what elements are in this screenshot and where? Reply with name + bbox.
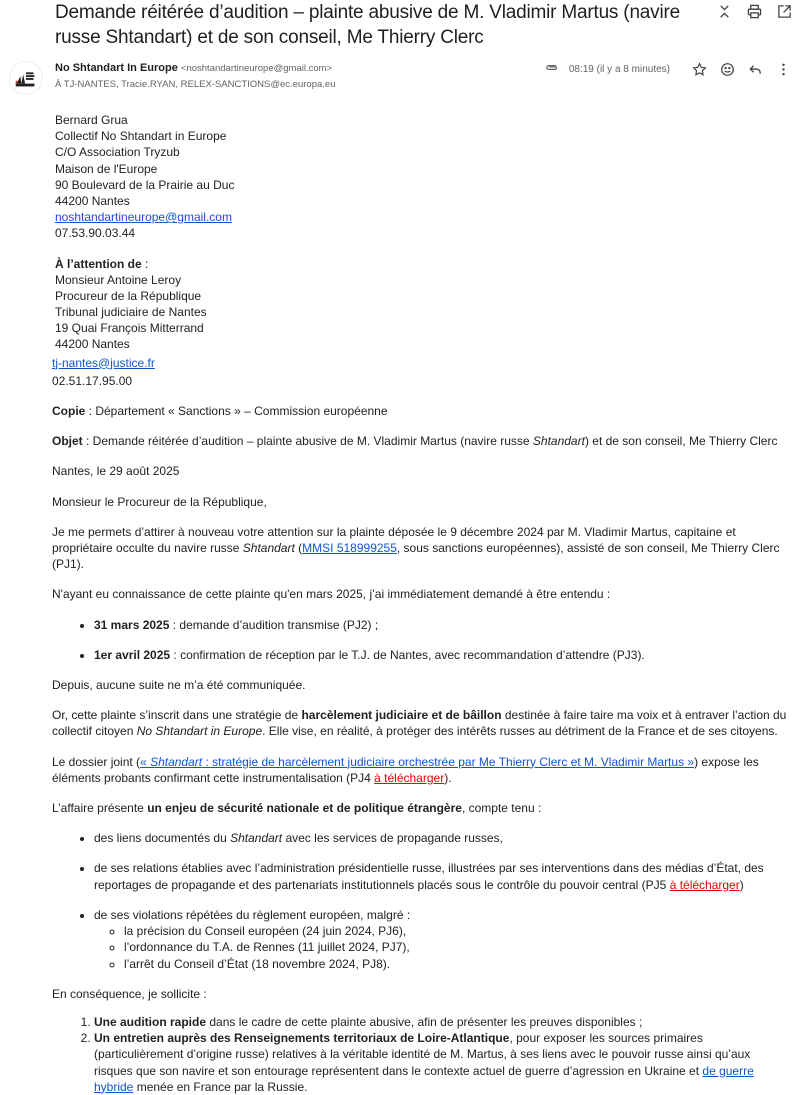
objet-text-end: ) et de son conseil, Me Thierry Clerc	[584, 434, 778, 449]
sender-logo-icon	[11, 63, 41, 93]
sub-reason-item: ◦ l’ordonnance du T.A. de Rennes (11 juillet 2024, PJ7),	[124, 939, 792, 955]
text: (	[294, 541, 303, 556]
reason-item	[94, 830, 792, 846]
timeline-date: 1er avril 2025	[94, 647, 171, 662]
sender-email-link[interactable]: noshtandartineurope@gmail.com	[55, 210, 232, 225]
paragraph-3: Depuis, aucune suite ne m’a été communiquée.	[52, 678, 306, 693]
text: . Elle vise, en réalité, à protéger des intérêts russes au détriment de la France et de ses citoyens.	[262, 724, 778, 739]
dossier-link[interactable]	[140, 755, 694, 769]
email-body	[52, 112, 792, 1095]
bold-text: Un entretien auprès des Renseignements territoriaux de Loire-Atlantique	[94, 1031, 510, 1046]
italic-text: No Shtandart in Europe	[136, 724, 263, 739]
text: de ses violations répétées du règlement européen, malgré :	[94, 907, 411, 922]
link-text: : stratégie de harcèlement judiciaire orchestrée par Me Thierry Clerc et M. Vladimir Martus »	[202, 754, 695, 769]
court-phone: 02.51.17.95.00	[52, 373, 133, 388]
paragraph-7: En conséquence, je sollicite :	[52, 986, 207, 1001]
bold-text: Une audition rapide	[94, 1014, 207, 1029]
sender-avatar[interactable]	[9, 61, 43, 95]
requests-list	[52, 1014, 792, 1095]
text: Je me permets d’attirer à nouveau votre attention sur la plainte déposée le 9 décembre 2024 par M. Vladimir Martus, capitaine et propriétaire occulte du navire russe	[52, 524, 736, 556]
text: , pour exposer les sources primaires (particulièrement d’origine russe) relatives à la véritable identité de M. Martus, à ses liens avec le pouvoir russe ainsi qu’aux risques que son navire et son entourage représentent dans le contexte actuel de guerre d’agression en Ukraine et	[94, 1031, 751, 1078]
header-actions	[716, 2, 792, 20]
more-icon[interactable]	[774, 60, 792, 78]
address-line: Maison de l'Europe	[55, 161, 158, 176]
sender-line	[55, 62, 332, 74]
print-icon[interactable]	[746, 2, 762, 20]
expand-collapse-icon[interactable]	[716, 2, 732, 20]
attention-line: Tribunal judiciaire de Nantes	[55, 305, 207, 320]
text: de ses relations établies avec l’administration présidentielle russe, illustrées par ses interventions dans des médias d’État, des reportages de propagande et des partenariats institutionnels placés sous le contrôle du pouvoir central (PJ5	[94, 861, 764, 892]
download-link-pj5[interactable]: à télécharger	[669, 877, 740, 892]
paragraph-5	[52, 754, 792, 786]
objet-text: : Demande réitérée d’audition – plainte abusive de M. Vladimir Martus (navire russe	[82, 434, 533, 449]
sender-address-block	[55, 112, 792, 242]
link-text: «	[140, 754, 151, 769]
italic-text: Shtandart	[230, 831, 283, 846]
message-time: 08:19 (il y a 8 minutes)	[568, 63, 670, 75]
address-line: Bernard Grua	[55, 113, 128, 127]
court-email-link[interactable]: tj-nantes@justice.fr	[52, 355, 155, 370]
attention-label: À l’attention de	[55, 256, 142, 271]
italic-text: Shtandart	[242, 541, 295, 556]
emoji-icon[interactable]	[718, 60, 736, 78]
address-line: Collectif No Shtandart in Europe	[55, 129, 227, 144]
text: Or, cette plainte s’inscrit dans une stratégie de	[52, 708, 302, 723]
request-item	[94, 1014, 792, 1030]
paragraph-2: N'ayant eu connaissance de cette plainte qu'en mars 2025, j’ai immédiatement demandé à être entendu :	[52, 587, 611, 602]
sender-phone: 07.53.90.03.44	[55, 226, 136, 241]
attention-line: Monsieur Antoine Leroy	[55, 272, 182, 287]
link-italic: Shtandart	[150, 754, 203, 769]
star-icon[interactable]	[690, 60, 708, 78]
message-meta	[544, 60, 792, 78]
attention-block	[55, 256, 792, 353]
objet-line	[52, 433, 792, 449]
sender-email: <noshtandartineurope@gmail.com>	[180, 63, 333, 74]
text: ) expose les éléments probants confirmant cette instrumentalisation (PJ4	[52, 754, 759, 785]
text: dans le cadre de cette plainte abusive, afin de présenter les preuves disponibles ;	[206, 1014, 643, 1029]
paragraph-4	[52, 707, 792, 739]
paragraph-1	[52, 524, 792, 573]
text: menée en France par la Russie.	[133, 1079, 308, 1094]
recipients-line[interactable]: À TJ-NANTES, Tracie.RYAN, RELEX-SANCTIONS@ec.europa.eu	[55, 79, 336, 90]
reasons-list	[52, 830, 792, 971]
text: , sous sanctions européennes), assisté de son conseil, Me Thierry Clerc (PJ1).	[52, 541, 780, 572]
attention-sep: :	[141, 256, 149, 271]
attention-line: 19 Quai François Mitterrand	[55, 321, 204, 336]
text: , compte tenu :	[461, 801, 542, 816]
copie-text: : Département « Sanctions » – Commission européenne	[85, 404, 388, 419]
open-in-new-window-icon[interactable]	[776, 2, 792, 20]
sender-name[interactable]: No Shtandart In Europe	[55, 62, 178, 74]
objet-italic: Shtandart	[532, 434, 585, 449]
salutation: Monsieur le Procureur de la République,	[52, 494, 267, 509]
attention-line: 44200 Nantes	[55, 337, 130, 352]
mmsi-link[interactable]: MMSI 518999255	[302, 541, 397, 556]
hybrid-war-link[interactable]: de guerre hybride	[94, 1063, 754, 1094]
request-item	[94, 1030, 792, 1095]
address-line: 44200 Nantes	[55, 193, 130, 208]
attention-line: Procureur de la République	[55, 288, 202, 303]
text: des liens documentés du	[94, 831, 231, 846]
text: ).	[444, 770, 452, 785]
reply-icon[interactable]	[746, 60, 764, 78]
objet-label: Objet	[52, 434, 83, 449]
timeline-date: 31 mars 2025	[94, 617, 170, 632]
text: destinée à faire taire ma voix et à entraver l’action du collectif citoyen	[52, 708, 787, 739]
download-link-pj4[interactable]: à télécharger	[374, 770, 445, 785]
paragraph-6	[52, 800, 792, 816]
text: avec les services de propagande russes,	[282, 831, 503, 846]
attachment-icon	[544, 60, 559, 78]
timeline-list	[52, 617, 792, 663]
bold-text: harcèlement judiciaire et de bâillon	[301, 708, 502, 723]
date-line: Nantes, le 29 août 2025	[52, 464, 180, 479]
address-line: 90 Boulevard de la Prairie au Duc	[55, 177, 235, 192]
bold-text: un enjeu de sécurité nationale et de politique étrangère	[147, 801, 462, 816]
text: )	[739, 877, 744, 892]
email-subject: Demande réitérée d’audition – plainte abusive de M. Vladimir Martus (navire russe Shtandart) et de son conseil, Me Thierry Clerc	[55, 2, 680, 48]
text: Le dossier joint (	[52, 754, 141, 769]
reason-item	[94, 860, 792, 892]
timeline-text: : demande d’audition transmise (PJ2) ;	[169, 617, 379, 632]
sub-reasons-list	[94, 923, 792, 972]
timeline-item	[94, 647, 792, 663]
sub-reason-item: ◦ la précision du Conseil européen (24 juin 2024, PJ6),	[124, 923, 792, 939]
sub-reason-item: ◦ l’arrêt du Conseil d’État (18 novembre 2024, PJ8).	[124, 956, 792, 972]
timeline-text: : confirmation de réception par le T.J. de Nantes, avec recommandation d’attendre (PJ3).	[170, 647, 645, 662]
copie-label: Copie	[52, 404, 86, 419]
address-line: C/O Association Tryzub	[55, 145, 180, 160]
copie-line	[52, 403, 792, 419]
timeline-item	[94, 617, 792, 633]
reason-item	[94, 907, 792, 972]
text: L’affaire présente	[52, 801, 148, 816]
